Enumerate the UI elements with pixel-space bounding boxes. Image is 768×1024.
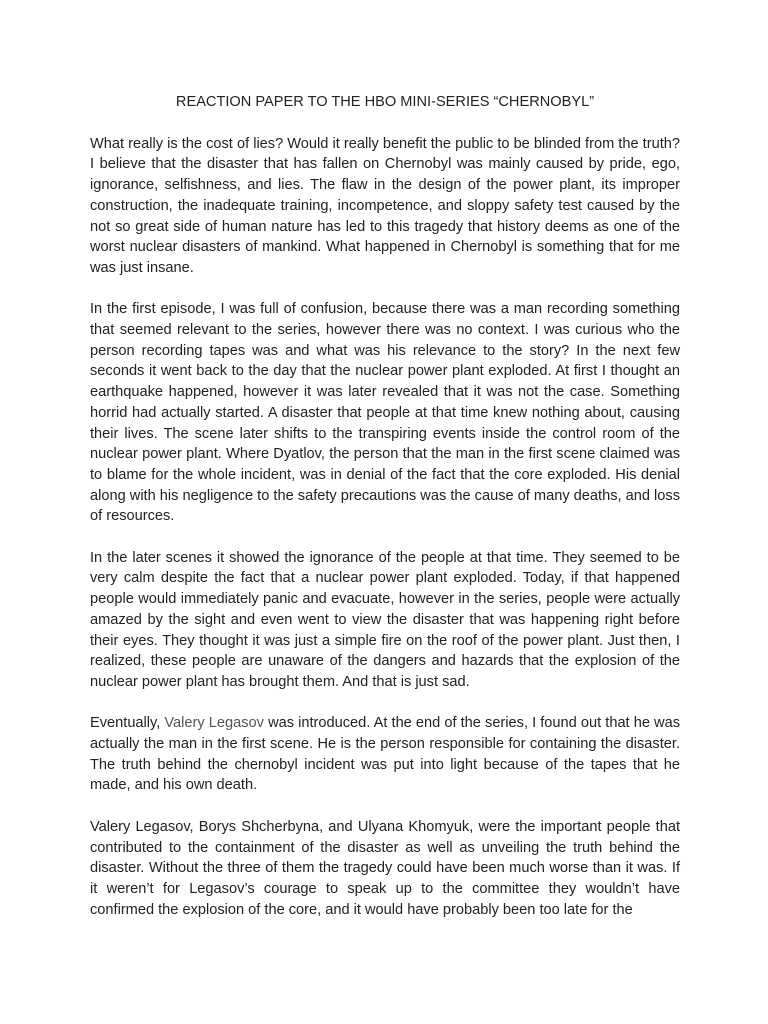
- paragraph-contributors: Valery Legasov, Borys Shcherbyna, and Ulyana Khomyuk, were the important people that contributed to the containment of the disaster as well as unveiling the truth behind the disaster. Without the three of them the tragedy could have been much worse than it was. If it weren’t for Legasov’s courage to speak up to the committee they wouldn’t have confirmed the explosion of the core, and it would have probably been too late for the: [90, 818, 680, 918]
- paragraph-intro: What really is the cost of lies? Would it really benefit the public to be blinded from the truth? I believe that the disaster that has fallen on Chernobyl was mainly caused by pride, ego, ignorance, selfishness, and lies. The flaw in the design of the power plant, its improper construction, the inadequate training, incompetence, and sloppy safety test caused by the not so great side of human nature has led to this tragedy that history deems as one of the worst nuclear disasters of mankind. What happened in Chernobyl is something that for me was just insane.: [90, 135, 680, 276]
- valery-legasov-link[interactable]: Valery Legasov: [164, 715, 264, 732]
- document-title: REACTION PAPER TO THE HBO MINI-SERIES “CHERNOBYL”: [175, 94, 595, 110]
- paragraph-first-episode: In the first episode, I was full of confusion, because there was a man recording something that seemed relevant to the series, however there was no context. I was curious who the person recording tapes was and what was his relevance to the story? In the next few seconds it went back to the day that the nuclear power plant exploded. At first I thought an earthquake happened, however it was later revealed that it was not the case. Something horrid had actually started. A disaster that people at that time knew nothing about, causing their lives. The scene later shifts to the transpiring events inside the control room of the nuclear power plant. Where Dyatlov, the person that the man in the first scene claimed was to blame for the whole incident, was in denial of the fact that the core exploded. His denial along with his negligence to the safety precautions was the cause of many deaths, and loss of resources.: [90, 301, 680, 525]
- paragraph-legasov-after: was introduced. At the end of the series, I found out that he was actually the man in the first scene. He is the person responsible for containing the disaster. The truth behind the chernobyl incident was put into light because of the tapes that he made, and his own death.: [90, 715, 680, 794]
- paragraph-legasov-before: Eventually,: [90, 715, 165, 732]
- paragraph-later-scenes: In the later scenes it showed the ignorance of the people at that time. They seemed to be very calm despite the fact that a nuclear power plant exploded. Today, if that happened people would immediately panic and evacuate, however in the series, people were actually amazed by the sight and even went to view the disaster that was happening right before their eyes. They thought it was just a simple fire on the roof of the power plant. Just then, I realized, these people are unaware of the dangers and hazards that the explosion of the nuclear power plant has brought them. And that is just sad.: [90, 549, 680, 690]
- paragraph-legasov: [90, 713, 680, 796]
